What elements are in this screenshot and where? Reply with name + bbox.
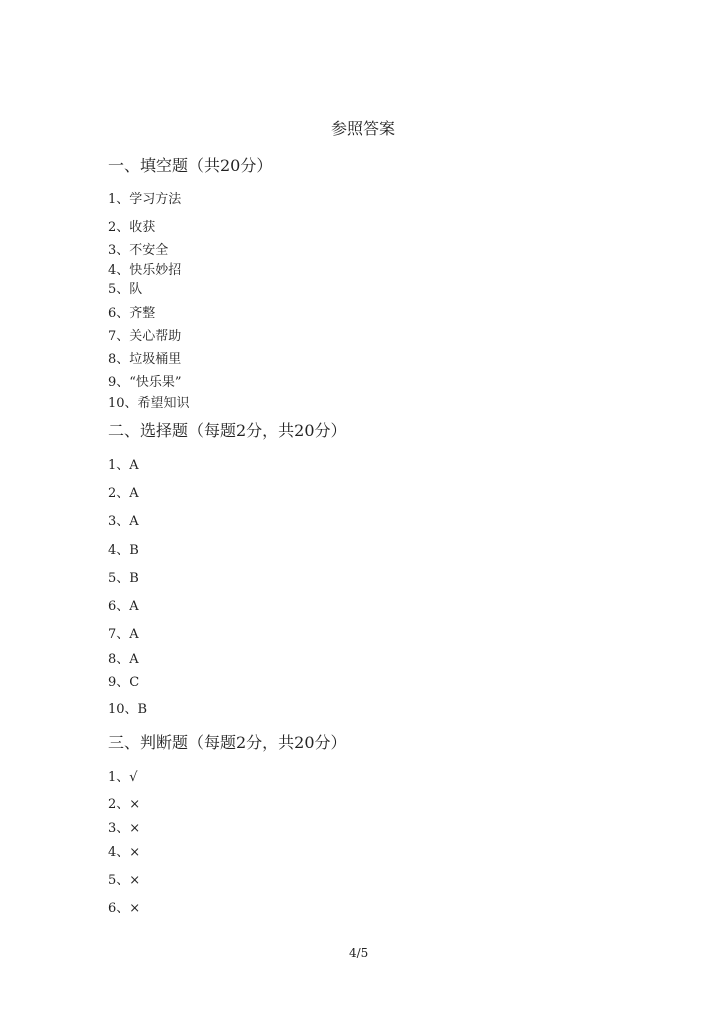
answer-item: 8、垃圾桶里 [108, 352, 182, 367]
answer-item: 5、B [108, 571, 139, 586]
answer-item: 4、× [108, 845, 141, 860]
answer-item: 3、× [108, 821, 141, 836]
section-heading-fill-in: 一、填空题（共20分） [108, 156, 273, 175]
answer-item: 3、A [108, 514, 139, 529]
answer-item: 2、A [108, 486, 139, 501]
answer-item: 4、快乐妙招 [108, 263, 182, 278]
section-heading-multiple-choice: 二、选择题（每题2分，共20分） [108, 421, 347, 440]
answer-item: 2、收获 [108, 220, 156, 235]
answer-item: 6、齐整 [108, 306, 156, 321]
answer-item: 1、A [108, 458, 139, 473]
answer-item: 2、× [108, 797, 141, 812]
answer-item: 3、不安全 [108, 243, 169, 258]
answer-item: 4、B [108, 543, 139, 558]
answer-item: 7、关心帮助 [108, 329, 182, 344]
answer-item: 9、C [108, 675, 140, 690]
section-heading-true-false: 三、判断题（每题2分，共20分） [108, 733, 347, 752]
page-title: 参照答案 [331, 119, 396, 138]
answer-item: 5、× [108, 873, 141, 888]
answer-item: 10、B [108, 702, 148, 717]
answer-item: 5、队 [108, 282, 143, 297]
answer-item: 9、“快乐果” [108, 375, 182, 390]
answer-item: 8、A [108, 652, 139, 667]
answer-item: 1、学习方法 [108, 192, 182, 207]
answer-item: 6、× [108, 901, 141, 916]
answer-item: 6、A [108, 599, 139, 614]
answer-item: 7、A [108, 627, 139, 642]
answer-item: 10、希望知识 [108, 396, 190, 411]
page-number: 4/5 [349, 946, 369, 960]
answer-item: 1、√ [108, 770, 138, 785]
